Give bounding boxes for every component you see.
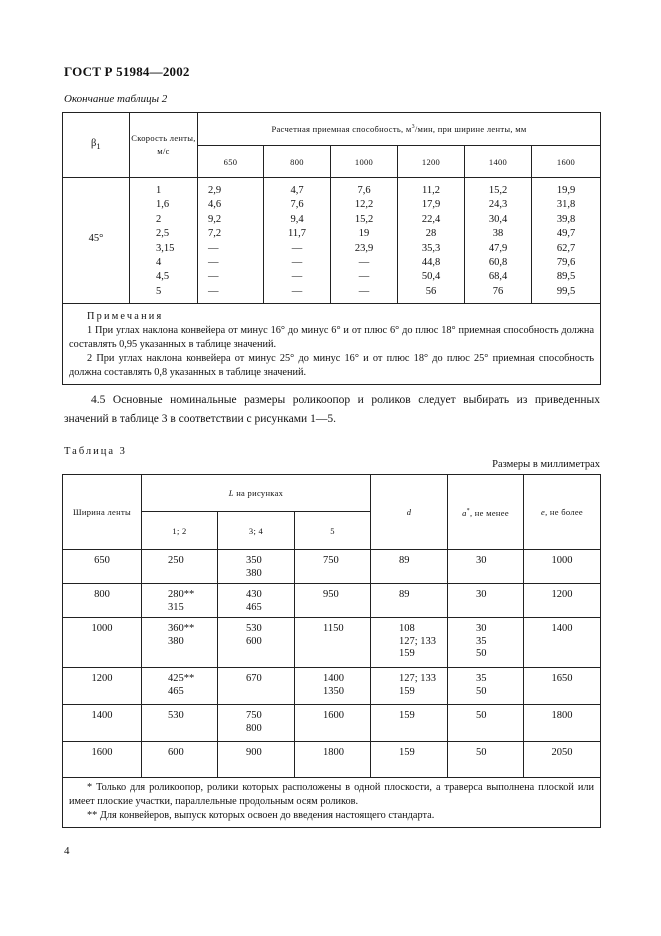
capacity-value: 49,7: [556, 228, 576, 240]
cell-line: 35: [476, 635, 487, 647]
cell-line: 430: [246, 589, 262, 600]
table-cell-l34: [218, 550, 295, 584]
speed-value: 4: [156, 257, 162, 269]
table-3-dimensions-note: Размеры в миллиметрах: [492, 459, 600, 470]
speed-value: 5: [156, 285, 162, 297]
table-cell-l12: [142, 618, 218, 668]
table-3-caption: Таблица 3: [64, 446, 127, 457]
table-cell-w: [63, 668, 142, 705]
value-column: [532, 178, 601, 304]
a-header-text: , не менее: [469, 507, 509, 518]
cell-line: 465: [168, 685, 184, 697]
table-cell-d: [371, 705, 448, 742]
table-cell-l5: [295, 550, 371, 584]
capacity-value: 56: [425, 285, 437, 297]
cell-line: 800: [94, 589, 110, 600]
paragraph-4-5: [64, 391, 600, 429]
table-2: [62, 112, 601, 385]
cell-line: 530: [246, 623, 262, 634]
capacity-value: —: [208, 257, 219, 269]
width-header: 1400: [465, 146, 532, 178]
L-sub-header: 1; 2: [142, 512, 218, 550]
capacity-value: 39,8: [556, 213, 576, 225]
capacity-value: 17,9: [421, 199, 441, 211]
table-cell-w: [63, 705, 142, 742]
footnote-1-text: * Только для роликоопор, ролики которых расположены в одной плоскости, а траверса выполнена плоской или имеет плоские участки, параллельные продольным осям роликов.: [69, 782, 594, 807]
cell-line: 1000: [91, 623, 113, 634]
width-header: 1000: [331, 146, 398, 178]
table-cell-a: [448, 550, 524, 584]
table-row: [63, 668, 601, 705]
table-cell-e: [524, 584, 601, 618]
cell-line: 360**: [168, 623, 195, 634]
capacity-value: 44,8: [421, 257, 441, 269]
cell-line: 1150: [323, 623, 344, 634]
note-1-text: 1 При углах наклона конвейера от минус 16° до минус 6° и от плюс 6° до плюс 18° приемная способность должна составлять 0,95 указанных в таблице значений.: [69, 325, 595, 351]
cell-line: 30: [476, 589, 487, 600]
table-cell-w: [63, 742, 142, 778]
table-cell-l12: [142, 584, 218, 618]
value-list: [532, 184, 600, 299]
width-header: 650: [198, 146, 264, 178]
cell-line: 50: [476, 747, 487, 758]
capacity-header-sup: 3: [411, 124, 415, 131]
capacity-value: 23,9: [354, 242, 374, 254]
d-header: [371, 475, 448, 550]
capacity-value: 11,7: [288, 228, 306, 240]
table-cell-l34: [218, 618, 295, 668]
cell-line: 315: [168, 601, 184, 613]
cell-line: 1600: [91, 747, 113, 758]
page-number: 4: [64, 845, 70, 857]
cell-line: 380: [246, 567, 262, 579]
capacity-header-text-end: /мин, при ширине ленты, мм: [414, 124, 527, 134]
width-header: 800: [264, 146, 331, 178]
table-cell-e: [524, 550, 601, 584]
capacity-value: 19,9: [556, 185, 576, 196]
speed-value: 2,5: [156, 228, 170, 240]
cell-line: 950: [323, 589, 339, 600]
capacity-value: 4,6: [208, 199, 222, 211]
capacity-value: 22,4: [421, 213, 441, 225]
value-list: [331, 184, 397, 299]
cell-line: 127; 133: [399, 673, 437, 684]
document-header: ГОСТ Р 51984—2002: [64, 64, 190, 79]
width-header: Ширина ленты: [63, 475, 142, 550]
footnote-2-text: ** Для конвейеров, выпуск которых освоен до введения настоящего стандарта.: [87, 810, 435, 821]
capacity-value: —: [208, 271, 219, 283]
note-2-text: 2 При углах наклона конвейера от минус 25° до минус 16° и от плюс 18° до плюс 25° приемная способность должна составлять 0,8 указанных в таблице значений.: [69, 353, 595, 379]
angle-cell: 45°: [63, 178, 130, 304]
cell-line: 750: [323, 555, 339, 566]
cell-line: 159: [399, 685, 415, 697]
capacity-header-text: Расчетная приемная способность, м: [271, 124, 412, 134]
cell-line: 1400: [91, 710, 113, 721]
cell-line: 380: [168, 635, 184, 647]
a-symbol: a: [462, 507, 467, 518]
table-continuation-label: Окончание таблицы 2: [64, 93, 168, 105]
capacity-value: —: [291, 257, 303, 269]
cell-line: 159: [399, 710, 415, 721]
L-sub-header: 3; 4: [218, 512, 295, 550]
capacity-value: —: [291, 242, 303, 254]
beta-symbol: β: [91, 138, 97, 150]
e-header: [524, 475, 601, 550]
table-cell-l12: [142, 705, 218, 742]
L-header-text: на рисунках: [233, 488, 284, 498]
speed-value: 1,6: [156, 199, 170, 211]
capacity-value: —: [208, 242, 219, 254]
width-header: 1200: [398, 146, 465, 178]
e-symbol: e: [540, 507, 546, 517]
cell-line: 650: [94, 555, 110, 566]
capacity-value: 60,8: [488, 257, 508, 269]
table-cell-l34: [218, 668, 295, 705]
cell-line: 1350: [323, 685, 344, 697]
speed-value: 1: [156, 185, 162, 196]
notes-cell: [63, 304, 601, 385]
cell-line: 108: [399, 623, 415, 634]
cell-line: 1800: [551, 710, 573, 721]
L-symbol: L: [228, 488, 234, 498]
capacity-header: [198, 113, 601, 146]
speed-list: [130, 184, 197, 299]
capacity-value: —: [291, 271, 303, 283]
capacity-value: 47,9: [488, 242, 508, 254]
footnotes-cell: [63, 778, 601, 828]
table-cell-a: [448, 584, 524, 618]
capacity-value: 2,9: [208, 185, 222, 196]
table-row: [63, 618, 601, 668]
cell-line: 600: [246, 635, 262, 647]
L-header: [142, 475, 371, 512]
table-cell-a: [448, 668, 524, 705]
speed-value: 4,5: [156, 271, 170, 283]
capacity-value: 12,2: [354, 199, 374, 211]
e-header-text: , не более: [545, 507, 584, 517]
a-header: [448, 475, 524, 550]
table-cell-l34: [218, 742, 295, 778]
paragraph-text: 4.5 Основные номинальные размеры роликоопор и роликов следует выбирать из приведенных значений в таблице 3 в соответствии с рисунками 1—5.: [64, 394, 600, 425]
table-cell-a: [448, 742, 524, 778]
cell-line: 30: [476, 555, 487, 566]
cell-line: 1000: [551, 555, 573, 566]
notes-title: Примечания: [87, 311, 164, 323]
cell-line: 2050: [551, 747, 573, 758]
capacity-value: 31,8: [556, 199, 576, 211]
capacity-value: —: [358, 271, 370, 283]
capacity-value: 11,2: [422, 185, 440, 196]
table-cell-l12: [142, 742, 218, 778]
value-column: [398, 178, 465, 304]
capacity-value: 9,2: [208, 213, 222, 225]
table-cell-l5: [295, 668, 371, 705]
table-cell-l5: [295, 742, 371, 778]
capacity-value: 50,4: [421, 271, 441, 283]
table-cell-e: [524, 618, 601, 668]
table-cell-d: [371, 742, 448, 778]
table-cell-e: [524, 705, 601, 742]
table-cell-d: [371, 550, 448, 584]
value-column: [264, 178, 331, 304]
table-cell-l5: [295, 618, 371, 668]
footnote-1: [69, 781, 594, 809]
cell-line: 50: [476, 710, 487, 721]
capacity-value: 7,2: [208, 228, 222, 240]
capacity-value: 79,6: [556, 257, 576, 269]
capacity-value: 15,2: [488, 185, 508, 196]
cell-line: 89: [399, 555, 410, 566]
capacity-value: 9,4: [290, 213, 304, 225]
table-3-body: [63, 550, 601, 778]
capacity-value: 62,7: [556, 242, 576, 254]
table-cell-l12: [142, 550, 218, 584]
capacity-value: 68,4: [488, 271, 508, 283]
capacity-value: 15,2: [354, 213, 374, 225]
value-column: [465, 178, 532, 304]
capacity-value: 38: [492, 228, 504, 240]
table-cell-d: [371, 584, 448, 618]
table-cell-e: [524, 742, 601, 778]
cell-line: 1400: [551, 623, 573, 634]
footnote-2: [69, 809, 594, 823]
d-symbol: d: [406, 507, 412, 517]
table-cell-w: [63, 550, 142, 584]
capacity-value: 24,3: [488, 199, 508, 211]
value-list: [398, 184, 464, 299]
table-cell-l5: [295, 584, 371, 618]
capacity-value: 7,6: [357, 185, 371, 196]
table-cell-a: [448, 618, 524, 668]
cell-line: 750: [246, 710, 262, 721]
value-column: [331, 178, 398, 304]
table-cell-e: [524, 668, 601, 705]
cell-line: 350: [246, 555, 262, 566]
speed-header: Скорость ленты, м/с: [130, 113, 198, 178]
capacity-value: 89,5: [556, 271, 576, 283]
value-list: [198, 184, 263, 299]
cell-line: 35: [476, 673, 487, 684]
cell-line: 50: [476, 685, 487, 697]
capacity-value: —: [291, 285, 303, 297]
table-cell-a: [448, 705, 524, 742]
value-list: [465, 184, 531, 299]
beta-header: [63, 113, 130, 178]
capacity-value: 19: [358, 228, 370, 240]
table-cell-d: [371, 668, 448, 705]
cell-line: 280**: [168, 589, 195, 600]
capacity-value: 30,4: [488, 213, 508, 225]
cell-line: 127; 133: [399, 635, 437, 647]
cell-line: 1400: [323, 673, 344, 684]
value-column: [198, 178, 264, 304]
beta-subscript: 1: [96, 141, 101, 152]
table-row: [63, 742, 601, 778]
capacity-value: 35,3: [421, 242, 441, 254]
cell-line: 1800: [323, 747, 344, 758]
cell-line: 425**: [168, 673, 195, 684]
cell-line: 250: [168, 555, 184, 566]
capacity-value: 99,5: [556, 285, 576, 297]
width-header: 1600: [532, 146, 601, 178]
cell-line: 159: [399, 747, 415, 758]
cell-line: 1650: [551, 673, 573, 684]
capacity-value: —: [358, 257, 370, 269]
speed-value: 2: [156, 213, 162, 225]
cell-line: 600: [168, 747, 184, 758]
table-cell-w: [63, 618, 142, 668]
speed-column: [130, 178, 198, 304]
speed-value: 3,15: [156, 242, 175, 254]
note-2: [69, 352, 594, 380]
table-cell-l5: [295, 705, 371, 742]
table-cell-w: [63, 584, 142, 618]
cell-line: 800: [246, 722, 262, 734]
capacity-value: 28: [425, 228, 437, 240]
cell-line: 30: [476, 623, 487, 634]
capacity-value: 4,7: [290, 185, 304, 196]
cell-line: 465: [246, 601, 262, 613]
cell-line: 159: [399, 648, 415, 659]
table-row: [63, 705, 601, 742]
table-row: [63, 584, 601, 618]
note-1: [69, 324, 594, 352]
cell-line: 50: [476, 648, 487, 659]
cell-line: 1200: [551, 589, 573, 600]
capacity-value: 76: [492, 285, 504, 297]
cell-line: 1200: [91, 673, 113, 684]
table-row: [63, 550, 601, 584]
cell-line: 670: [246, 673, 262, 684]
table-cell-l34: [218, 584, 295, 618]
cell-line: 900: [246, 747, 262, 758]
capacity-value: —: [208, 285, 219, 297]
capacity-value: 7,6: [290, 199, 304, 211]
capacity-value: —: [358, 285, 370, 297]
cell-line: 1600: [323, 710, 344, 721]
cell-line: 530: [168, 710, 184, 721]
L-sub-header: 5: [295, 512, 371, 550]
table-cell-l12: [142, 668, 218, 705]
cell-line: 89: [399, 589, 410, 600]
a-sup: *: [466, 508, 470, 515]
value-list: [264, 184, 330, 299]
table-3: [62, 474, 601, 828]
table-cell-l34: [218, 705, 295, 742]
table-cell-d: [371, 618, 448, 668]
